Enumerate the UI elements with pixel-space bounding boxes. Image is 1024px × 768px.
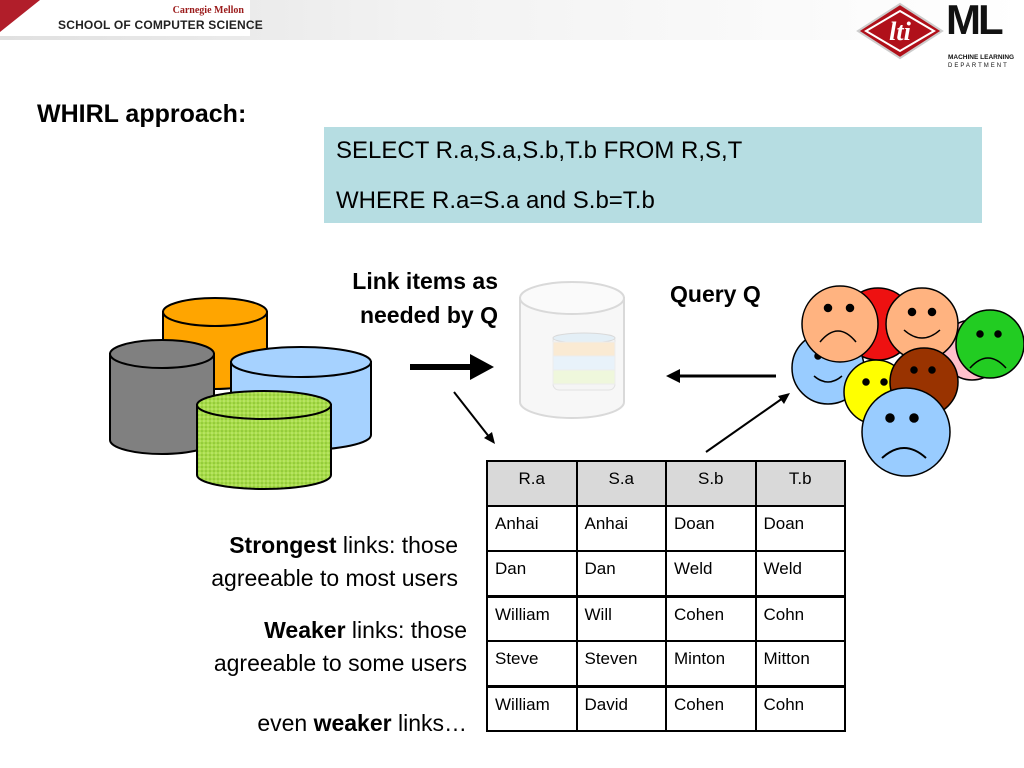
strongest-text-line2: agreeable to most users [211,565,458,591]
link-label-line2: needed by Q [359,302,498,328]
lti-logo-icon [856,2,944,60]
table-cell: Weld [756,551,846,596]
strongest-links-caption [110,529,458,595]
table-cell: Cohen [666,686,756,731]
link-items-label [290,264,498,332]
table-cell: Cohen [666,596,756,641]
table-cell: Doan [666,506,756,551]
table-cell: Minton [666,641,756,686]
table-cell: Cohn [756,686,846,731]
university-name: Carnegie Mellon [172,5,244,16]
weaker-text: links: those [345,617,467,643]
face-orange-sad-icon [802,286,878,362]
ml-logo [946,2,1020,74]
ml-logo-text: ML [946,0,1001,43]
column-header: T.b [756,461,846,506]
ml-dept-line2: DEPARTMENT [948,63,1009,69]
face-blue-sad-icon [862,388,950,476]
table-cell: Anhai [487,506,577,551]
sql-query-box [324,127,982,223]
strongest-text: links: those [336,532,458,558]
ml-dept-line1: MACHINE LEARNING [948,54,1015,61]
weaker-bold: Weaker [264,617,346,643]
table-cell: Anhai [577,506,667,551]
column-header: S.a [577,461,667,506]
weaker-text-line2: agreeable to some users [213,650,467,676]
arrow-up-right-icon [706,393,790,452]
diagonal-arrows [448,388,798,458]
table-cell: Dan [577,551,667,596]
smiley-faces-group-icon [790,278,1024,478]
column-header: S.b [666,461,756,506]
table-cell: David [577,686,667,731]
slide-title: WHIRL approach: [37,100,247,128]
table-cell: Cohn [756,596,846,641]
arrow-right-icon [408,350,498,384]
face-green-icon [956,310,1024,378]
weaker-links-caption [110,614,467,680]
table-cell: William [487,686,577,731]
table-cell: Steve [487,641,577,686]
table-cell: William [487,596,577,641]
sql-line-select: SELECT R.a,S.a,S.b,T.b FROM R,S,T [336,137,743,164]
even-bold: weaker [313,710,392,736]
results-table [486,460,846,732]
arrow-down-right-icon [454,392,495,444]
table-row [487,686,845,731]
even-prefix: even [257,710,314,736]
table-cell: Steven [577,641,667,686]
table-cell: Dan [487,551,577,596]
lti-logo-text: lti [889,17,911,46]
table-row [487,551,845,596]
table-cell: Mitton [756,641,846,686]
table-cell: Weld [666,551,756,596]
table-row [487,596,845,641]
school-name: SCHOOL OF COMPUTER SCIENCE [58,18,263,32]
table-row [487,506,845,551]
column-header: R.a [487,461,577,506]
strongest-bold: Strongest [229,532,337,558]
table-cell: Will [577,596,667,641]
link-label-line1: Link items as [352,268,498,294]
cmu-red-wedge-icon [0,0,60,36]
even-suffix: links… [391,710,467,736]
even-weaker-caption [150,707,467,740]
database-green [197,391,331,489]
query-label: Query Q [670,281,761,307]
sql-line-where: WHERE R.a=S.a and S.b=T.b [336,187,655,214]
table-row [487,641,845,686]
table-header-row [487,461,845,506]
arrow-left-icon [664,364,779,388]
table-cell: Doan [756,506,846,551]
